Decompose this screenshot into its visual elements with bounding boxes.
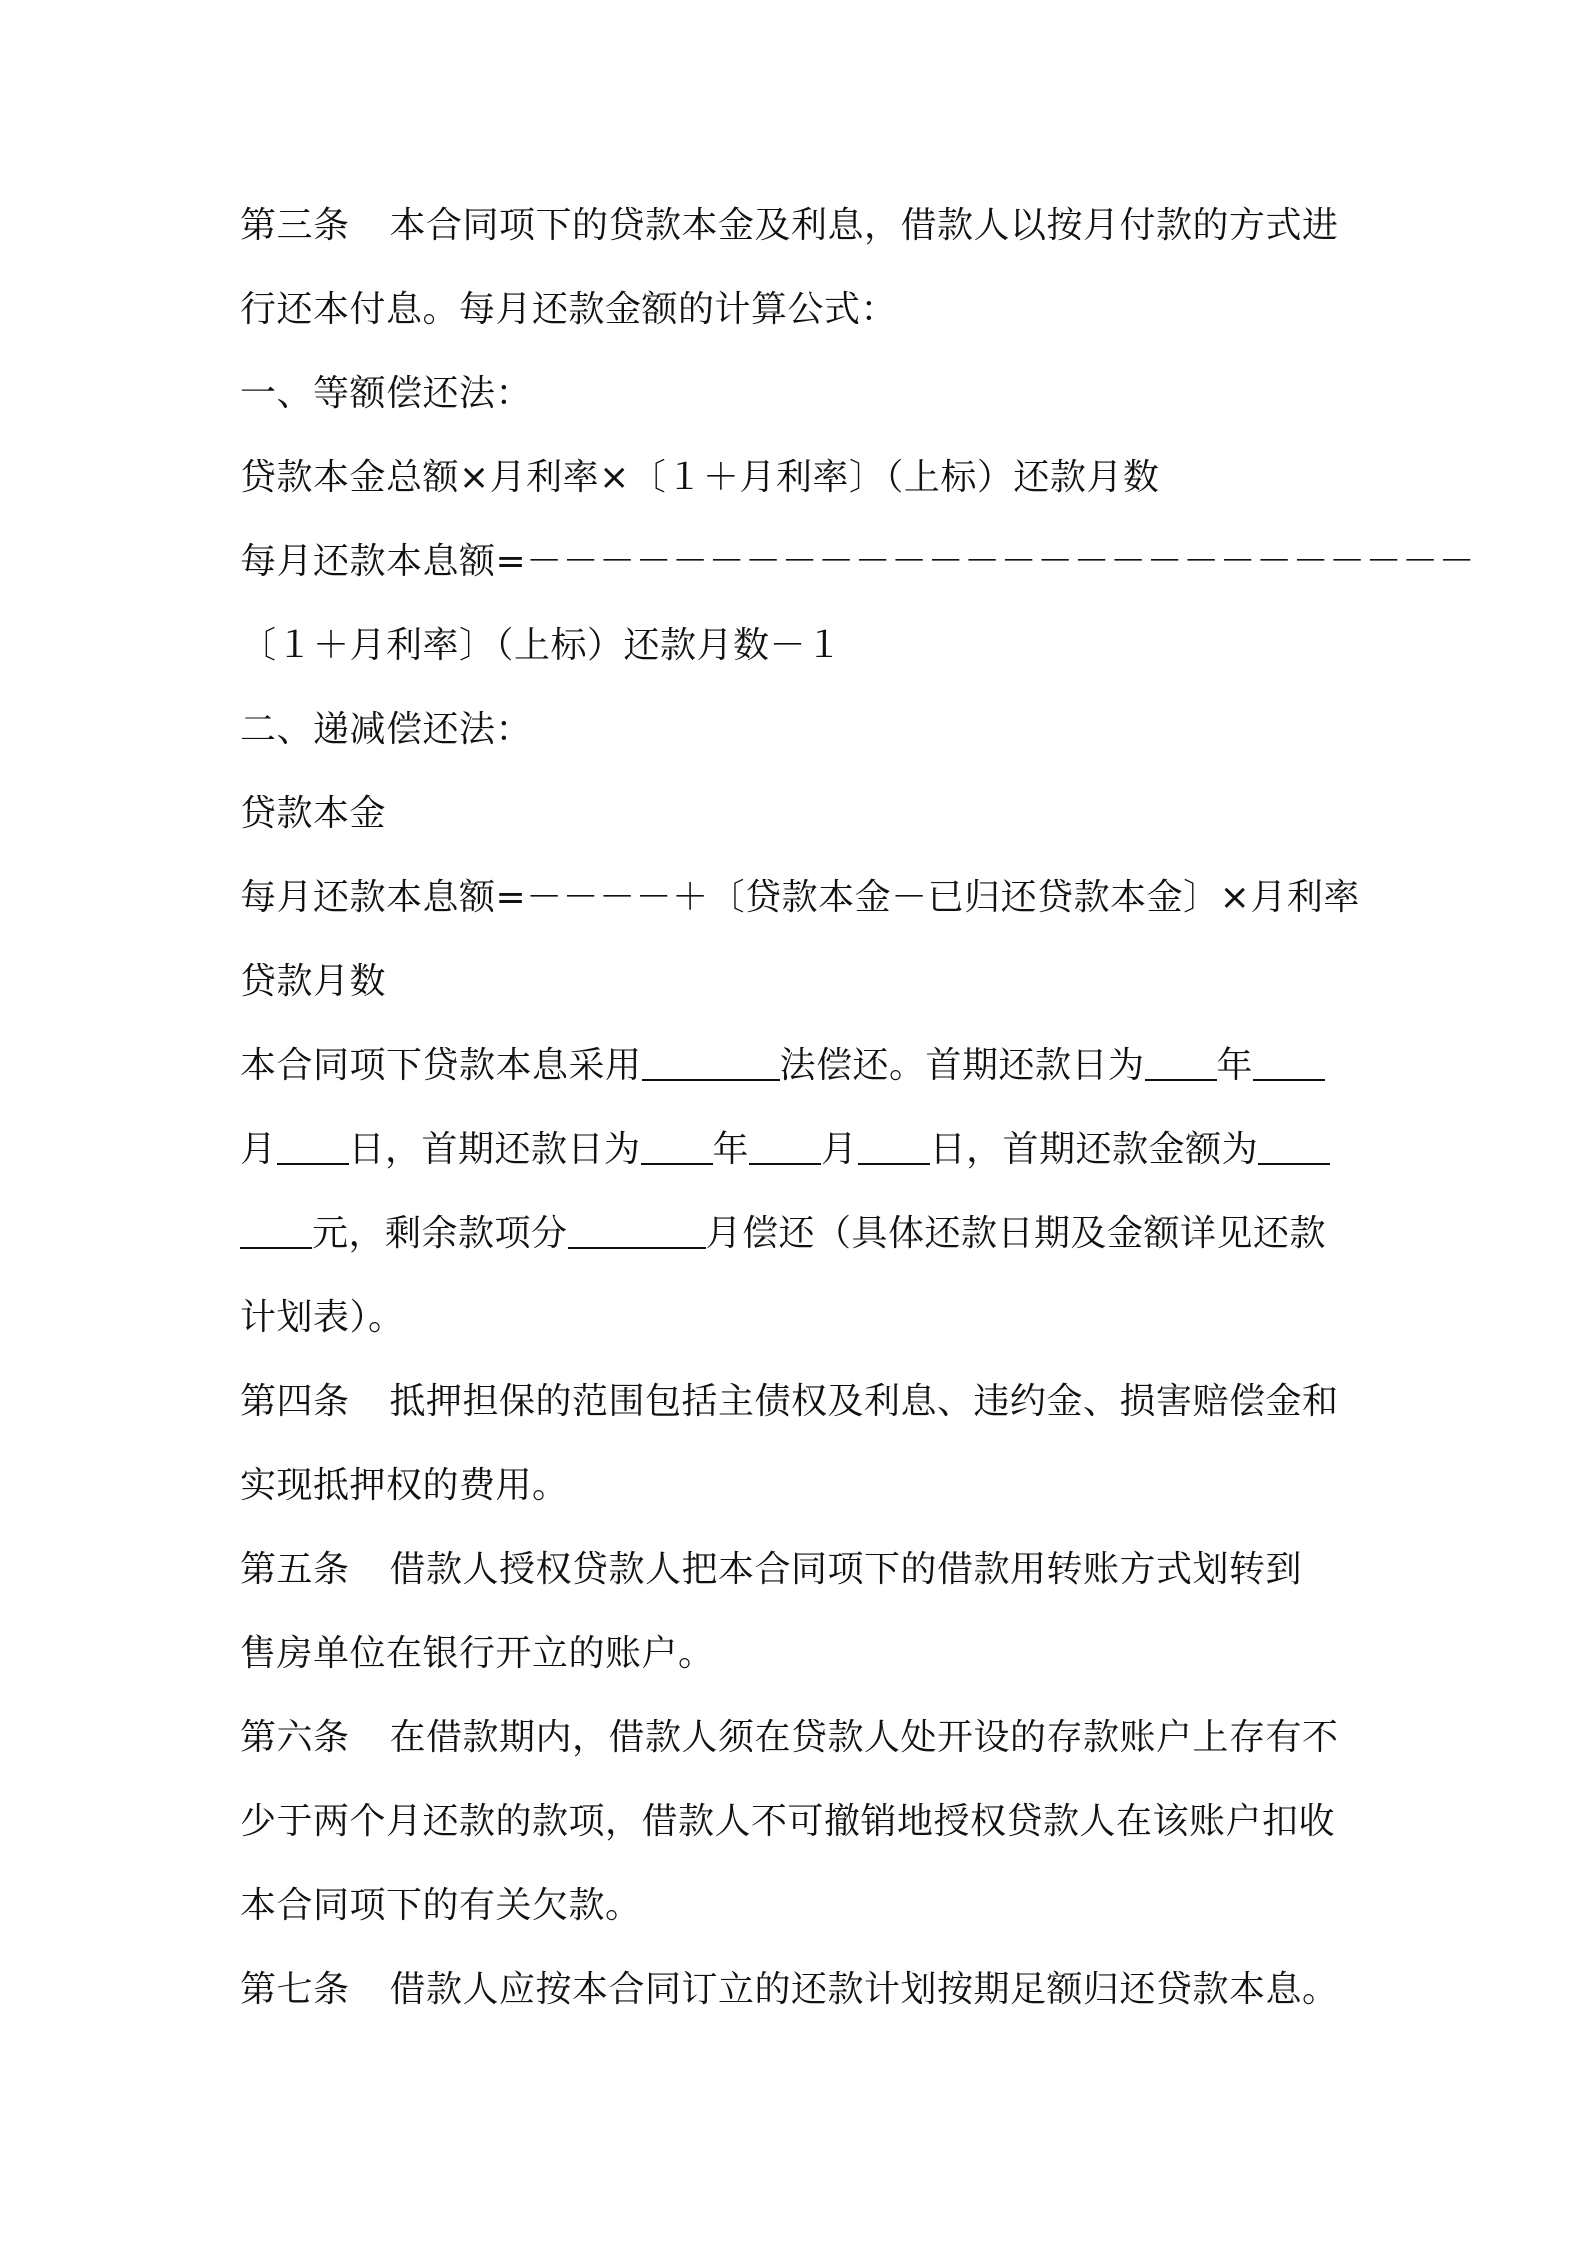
method-1-formula: 每月还款本息额=－－－－－－－－－－－－－－－－－－－－－－－－－－ xyxy=(240,541,1476,582)
second-year-blank[interactable] xyxy=(641,1123,713,1165)
repayment-text-5: 日，首期还款日为 xyxy=(348,1129,641,1170)
month-label: 月 xyxy=(240,1129,277,1170)
article-3-text: 本合同项下的贷款本金及利息，借款人以按月付款的方式进 xyxy=(389,205,1339,246)
remaining-months-blank[interactable] xyxy=(568,1207,706,1249)
article-6-line-2: 少于两个月还款的款项，借款人不可撤销地授权贷款人在该账户扣收 xyxy=(240,1801,1336,1842)
article-5-number: 第五条 xyxy=(240,1549,350,1590)
method-2-formula: 每月还款本息额=－－－－＋〔贷款本金－已归还贷款本金〕×月利率 xyxy=(240,877,1360,918)
year-label: 年 xyxy=(1216,1045,1254,1086)
article-3-line-1 xyxy=(240,196,1339,256)
method-1-numerator: 贷款本金总额×月利率×〔１＋月利率〕（上标）还款月数 xyxy=(240,457,1160,498)
first-repay-year-blank[interactable] xyxy=(1145,1039,1217,1081)
repayment-method-line-4: 计划表）。 xyxy=(240,1297,405,1338)
article-3-number: 第三条 xyxy=(240,205,350,246)
repayment-text-9: 元，剩余款项分 xyxy=(312,1213,568,1254)
second-day-blank[interactable] xyxy=(858,1123,930,1165)
article-5-line-1 xyxy=(240,1540,1302,1600)
first-repay-day-blank[interactable] xyxy=(277,1123,349,1165)
method-2-numerator: 贷款本金 xyxy=(240,793,387,834)
article-4-line-2: 实现抵押权的费用。 xyxy=(240,1465,569,1506)
article-5-line-2: 售房单位在银行开立的账户。 xyxy=(240,1633,715,1674)
method-1-heading: 一、等额偿还法： xyxy=(240,373,533,414)
article-6-number: 第六条 xyxy=(240,1717,350,1758)
article-4-line-1 xyxy=(240,1372,1339,1432)
repayment-method-line-3 xyxy=(240,1204,1326,1264)
method-2-heading: 二、递减偿还法： xyxy=(240,709,533,750)
year-label-2: 年 xyxy=(712,1129,750,1170)
article-6-line-1 xyxy=(240,1708,1339,1768)
repayment-text-8: 日，首期还款金额为 xyxy=(929,1129,1259,1170)
repayment-text-10: 月偿还（具体还款日期及金额详见还款 xyxy=(705,1213,1327,1254)
first-amount-blank-b[interactable] xyxy=(240,1207,312,1249)
repayment-text-2: 法偿还。首期还款日为 xyxy=(779,1045,1145,1086)
method-2-denominator: 贷款月数 xyxy=(240,961,387,1002)
repayment-method-line-2 xyxy=(240,1120,1330,1180)
article-4-text: 抵押担保的范围包括主债权及利息、违约金、损害赔偿金和 xyxy=(389,1381,1339,1422)
article-7-line-1 xyxy=(240,1960,1339,2020)
article-5-text: 借款人授权贷款人把本合同项下的借款用转账方式划转到 xyxy=(389,1549,1303,1590)
repayment-method-blank[interactable] xyxy=(642,1039,780,1081)
article-7-text: 借款人应按本合同订立的还款计划按期足额归还贷款本息。 xyxy=(389,1969,1339,2010)
method-1-denominator: 〔１＋月利率〕（上标）还款月数－１ xyxy=(240,625,843,666)
article-7-number: 第七条 xyxy=(240,1969,350,2010)
month-label-2: 月 xyxy=(821,1129,858,1170)
article-6-text: 在借款期内，借款人须在贷款人处开设的存款账户上存有不 xyxy=(389,1717,1339,1758)
article-6-line-3: 本合同项下的有关欠款。 xyxy=(240,1885,642,1926)
first-repay-month-blank[interactable] xyxy=(1253,1039,1325,1081)
second-month-blank[interactable] xyxy=(749,1123,821,1165)
repayment-method-line-1 xyxy=(240,1036,1325,1096)
first-amount-blank-a[interactable] xyxy=(1258,1123,1330,1165)
article-4-number: 第四条 xyxy=(240,1381,350,1422)
repayment-text-1: 本合同项下贷款本息采用 xyxy=(240,1045,642,1086)
article-3-line-2: 行还本付息。每月还款金额的计算公式： xyxy=(240,289,898,330)
